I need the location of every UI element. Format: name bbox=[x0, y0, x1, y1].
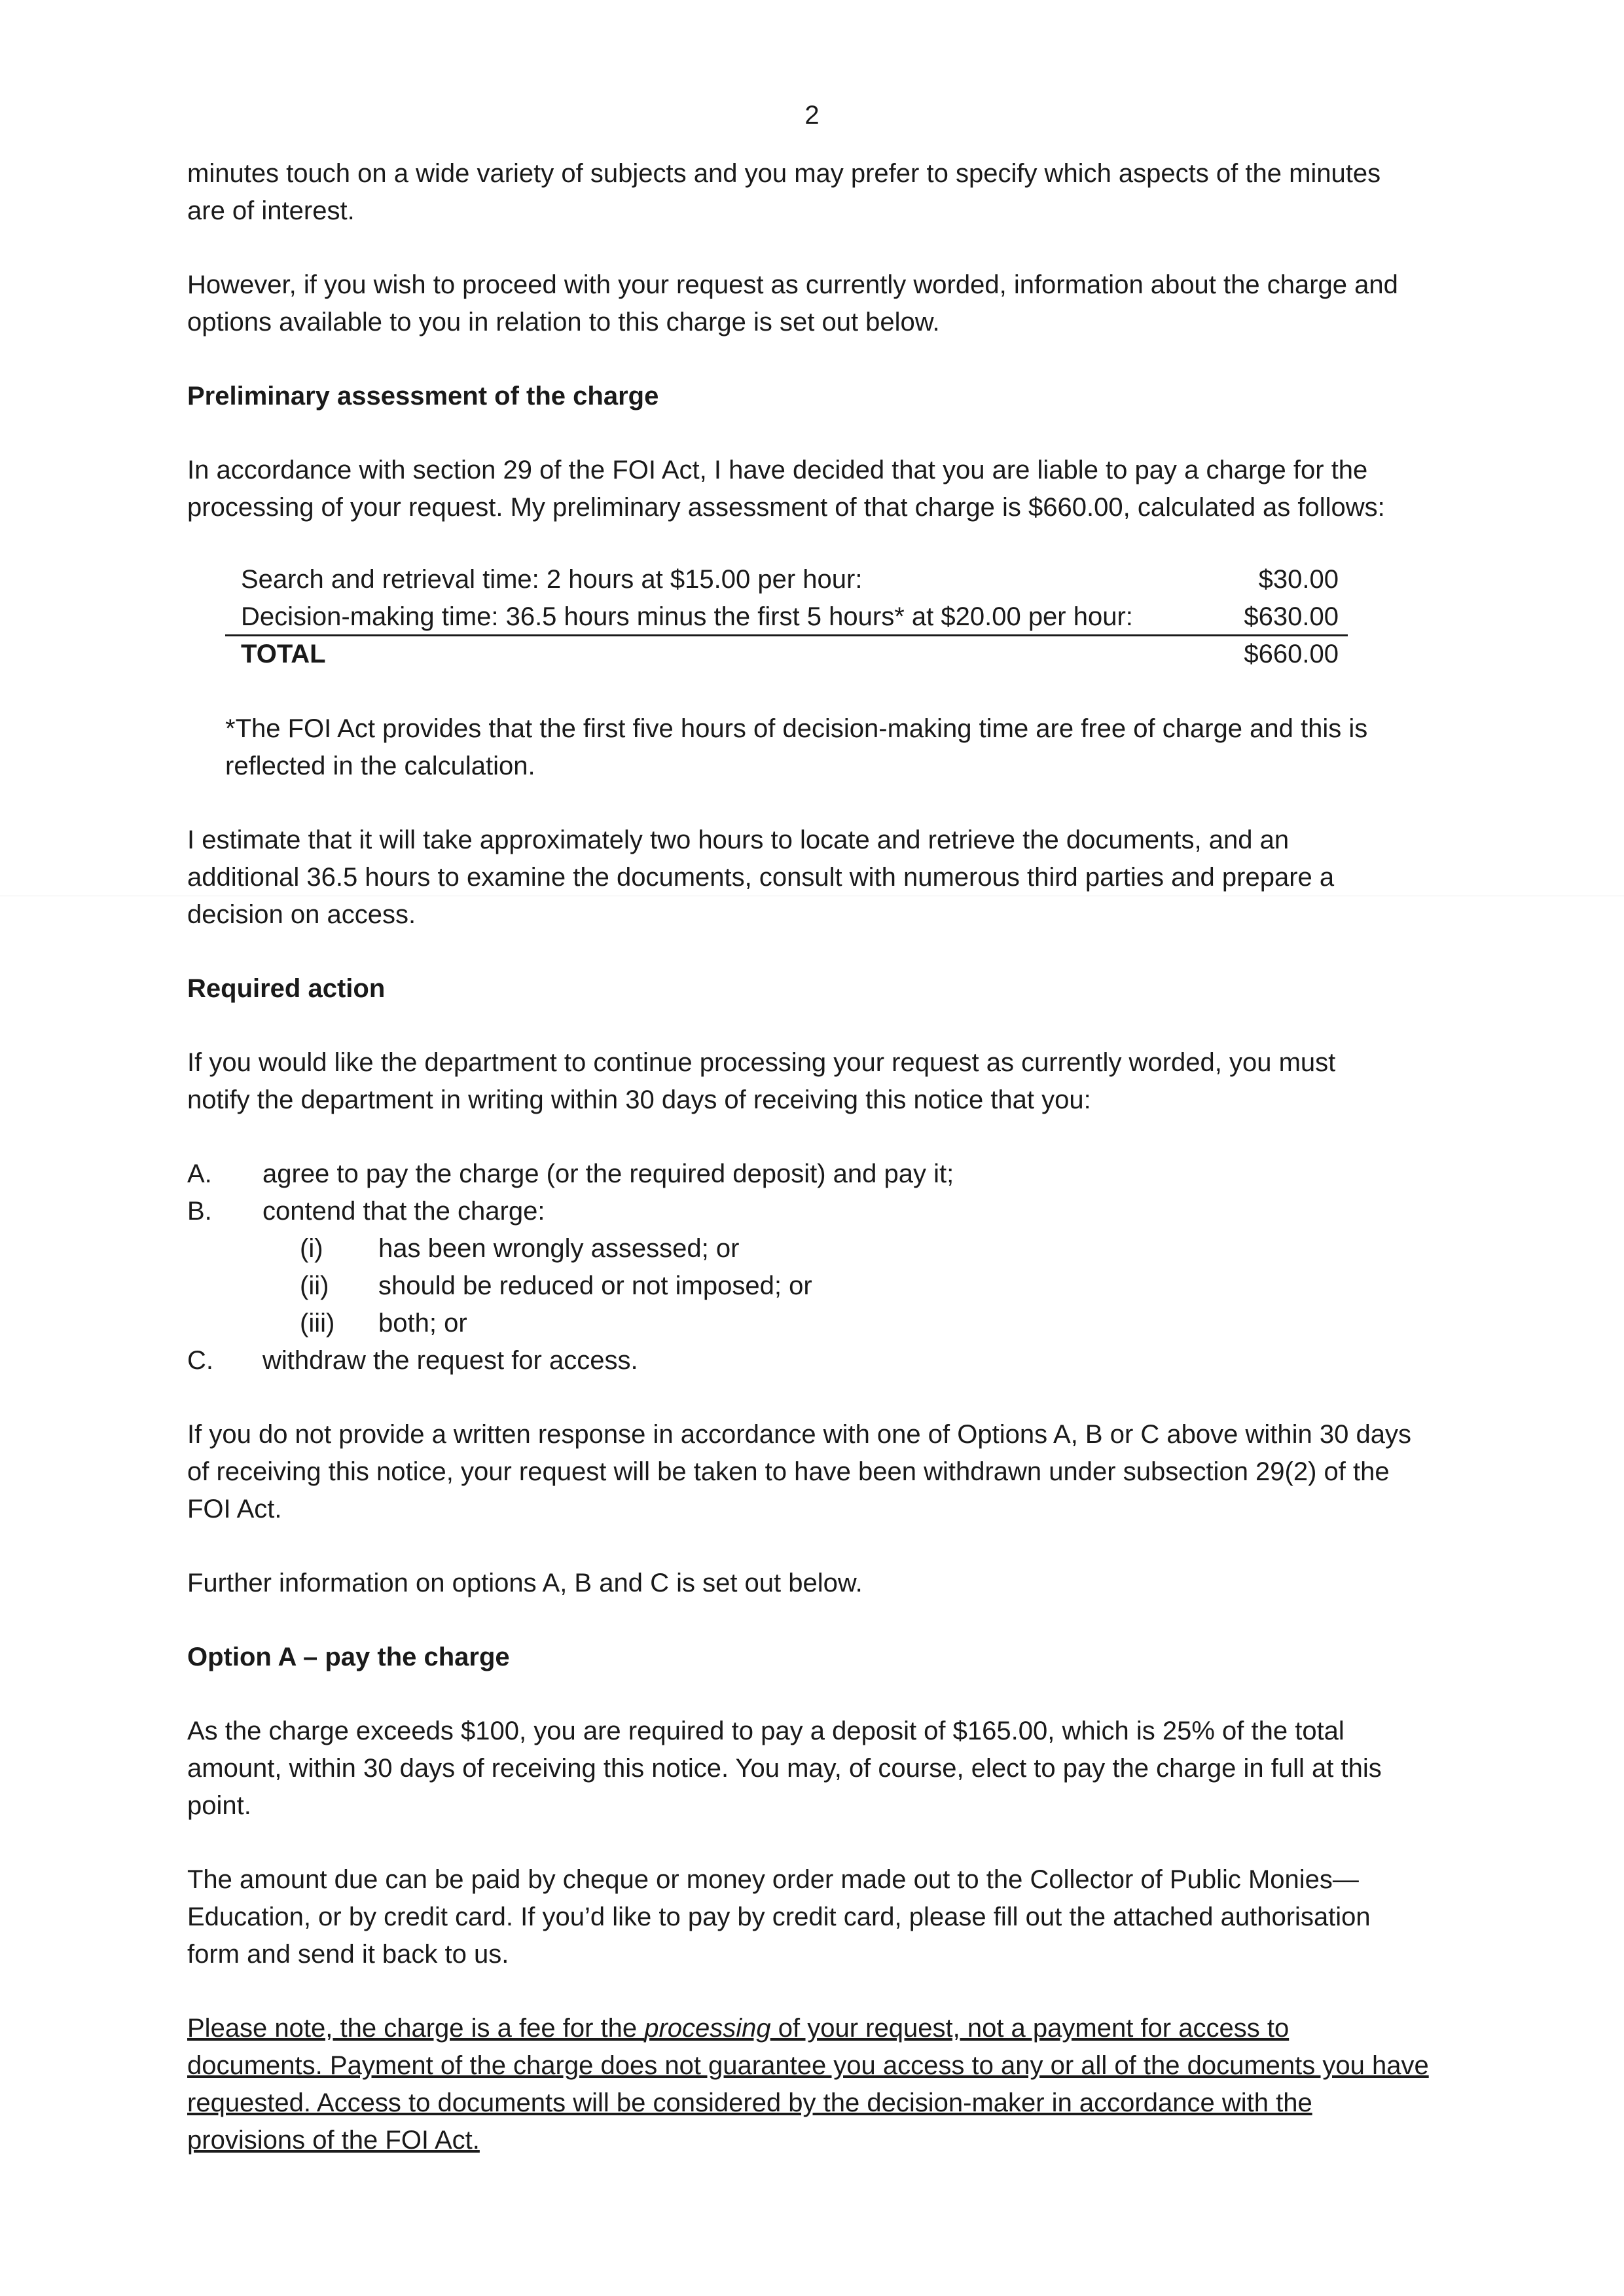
heading-preliminary-assessment: Preliminary assessment of the charge bbox=[187, 382, 659, 410]
suboption-number: (i) bbox=[300, 1234, 323, 1263]
paragraph-deposit: As the charge exceeds $100, you are required to pay a deposit of $165.00, which is 25% of the total amount, within 30 days of receiving this notice. You may, of course, elect to pay the charge in full at this point. bbox=[187, 1717, 1382, 1820]
footnote: *The FOI Act provides that the first five hours of decision-making time are free of charge and this is reflected in the calculation. bbox=[225, 714, 1368, 780]
paragraph-intro: minutes touch on a wide variety of subjects and you may prefer to specify which aspects of the minutes are of interest. bbox=[187, 159, 1381, 225]
paragraph-payment-methods: The amount due can be paid by cheque or money order made out to the Collector of Public Monies— Education, or by credit card. If you’d like to pay by credit card, please fill out the attached authorisation form and send it back to us. bbox=[187, 1865, 1371, 1969]
heading-required-action: Required action bbox=[187, 974, 386, 1003]
note-text-rest: of your request, not a payment for access to documents. Payment of the charge does not guarantee you access to any or all of the documents you have requested. Access to documents will be considered by the decision-maker in accordance with the provisions of the FOI Act. bbox=[187, 2014, 1429, 2155]
paragraph-accordance: In accordance with section 29 of the FOI Act, I have decided that you are liable to pay a charge for the processing of your request. My preliminary assessment of that charge is $660.00, calculated as follows: bbox=[187, 456, 1385, 522]
paragraph-estimate: I estimate that it will take approximately two hours to locate and retrieve the documents, and an additional 36.5 hours to examine the documents, consult with numerous third parties and prepare a decision on access. bbox=[187, 826, 1335, 929]
option-letter: B. bbox=[187, 1197, 212, 1226]
suboption-number: (iii) bbox=[300, 1309, 335, 1338]
option-text: agree to pay the charge (or the required deposit) and pay it; bbox=[262, 1159, 954, 1188]
fee-amount: $630.00 bbox=[1244, 602, 1339, 631]
suboption-text: should be reduced or not imposed; or bbox=[378, 1271, 812, 1300]
paragraph-however: However, if you wish to proceed with your request as currently worded, information about the charge and options available to you in relation to this charge is set out below. bbox=[187, 270, 1398, 337]
fee-row-total bbox=[225, 636, 1348, 673]
paragraph-further-info: Further information on options A, B and C is set out below. bbox=[187, 1569, 863, 1597]
fee-total-label: TOTAL bbox=[241, 640, 326, 668]
fee-label: Search and retrieval time: 2 hours at $15.00 per hour: bbox=[241, 565, 863, 594]
fee-amount: $30.00 bbox=[1258, 565, 1339, 594]
note-italic-processing: processing bbox=[644, 2014, 771, 2043]
heading-option-a: Option A – pay the charge bbox=[187, 1643, 510, 1671]
option-text: contend that the charge: bbox=[262, 1197, 545, 1226]
suboption-text: both; or bbox=[378, 1309, 467, 1338]
paragraph-please-note bbox=[187, 2010, 1490, 2159]
option-letter: A. bbox=[187, 1159, 212, 1188]
fee-label: Decision-making time: 36.5 hours minus the first 5 hours* at $20.00 per hour: bbox=[241, 602, 1133, 631]
fee-row-decision bbox=[225, 598, 1348, 636]
suboption-number: (ii) bbox=[300, 1271, 329, 1300]
fee-row-search bbox=[225, 561, 1348, 598]
option-text: withdraw the request for access. bbox=[262, 1346, 638, 1375]
note-text: Please note, the charge is a fee for the bbox=[187, 2014, 645, 2043]
suboption-text: has been wrongly assessed; or bbox=[378, 1234, 740, 1263]
fee-total-amount: $660.00 bbox=[1244, 640, 1339, 668]
page-number: 2 bbox=[804, 101, 820, 130]
option-letter: C. bbox=[187, 1346, 213, 1375]
paragraph-no-response: If you do not provide a written response in accordance with one of Options A, B or C above within 30 days of receiving this notice, your request will be taken to have been withdrawn under subsection 29(2) of the FOI Act. bbox=[187, 1420, 1411, 1523]
paragraph-continue: If you would like the department to continue processing your request as currently worded, you must notify the department in writing within 30 days of receiving this notice that you: bbox=[187, 1048, 1336, 1114]
fee-table bbox=[225, 561, 1348, 673]
